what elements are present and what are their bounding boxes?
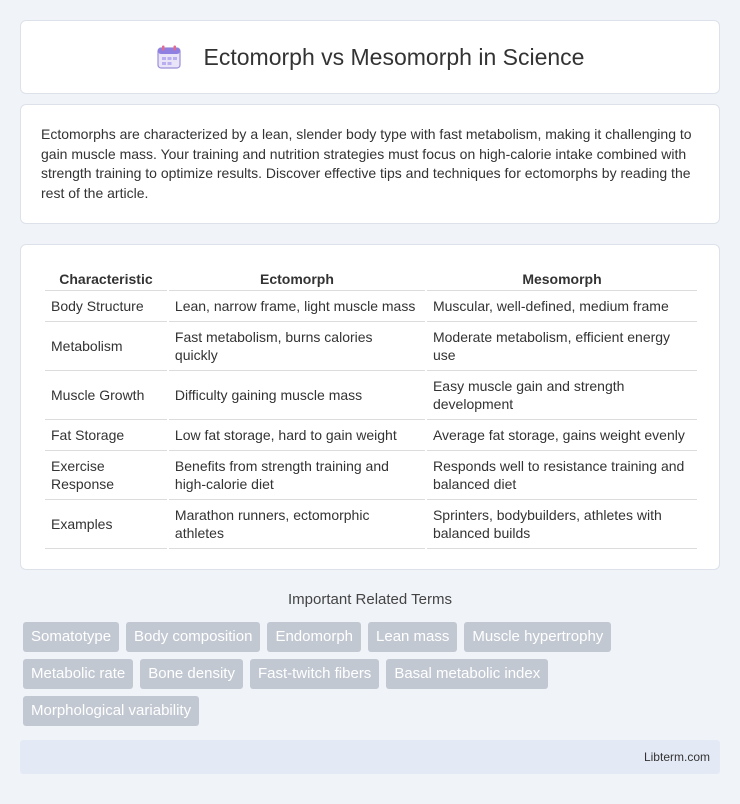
table-cell: Lean, narrow frame, light muscle mass: [169, 291, 425, 322]
table-cell: Fast metabolism, burns calories quickly: [169, 322, 425, 371]
table-cell: Low fat storage, hard to gain weight: [169, 420, 425, 451]
related-term-tag[interactable]: Muscle hypertrophy: [464, 622, 611, 652]
related-term-tag[interactable]: Basal metabolic index: [386, 659, 548, 689]
table-row: [45, 500, 697, 549]
related-term-tag[interactable]: Endomorph: [267, 622, 361, 652]
table-cell: Easy muscle gain and strength development: [427, 371, 697, 420]
comparison-table: [43, 265, 699, 549]
table-cell: Fat Storage: [45, 420, 167, 451]
related-terms-title: Important Related Terms: [288, 591, 452, 608]
comparison-table-card: [20, 244, 720, 570]
table-cell: Difficulty gaining muscle mass: [169, 371, 425, 420]
table-cell: Exercise Response: [45, 451, 167, 500]
related-term-tag[interactable]: Body composition: [126, 622, 260, 652]
related-term-tag[interactable]: Fast-twitch fibers: [250, 659, 379, 689]
header-card: [20, 20, 720, 94]
table-row: [45, 371, 697, 420]
table-cell: Marathon runners, ectomorphic athletes: [169, 500, 425, 549]
related-term-tag[interactable]: Lean mass: [368, 622, 457, 652]
footer: [20, 740, 720, 774]
related-term-tag[interactable]: Metabolic rate: [23, 659, 133, 689]
related-term-tag[interactable]: Bone density: [140, 659, 243, 689]
table-cell: Benefits from strength training and high-calorie diet: [169, 451, 425, 500]
table-cell: Sprinters, bodybuilders, athletes with balanced builds: [427, 500, 697, 549]
intro-card: [20, 104, 720, 224]
table-cell: Moderate metabolism, efficient energy use: [427, 322, 697, 371]
table-cell: Metabolism: [45, 322, 167, 371]
table-cell: Muscular, well-defined, medium frame: [427, 291, 697, 322]
related-terms-list: [23, 622, 723, 733]
table-row: [45, 291, 697, 322]
table-header: Characteristic: [45, 265, 167, 291]
table-cell: Average fat storage, gains weight evenly: [427, 420, 697, 451]
related-term-tag[interactable]: Somatotype: [23, 622, 119, 652]
table-header: Ectomorph: [169, 265, 425, 291]
table-header: Mesomorph: [427, 265, 697, 291]
table-row: [45, 322, 697, 371]
table-cell: Muscle Growth: [45, 371, 167, 420]
table-row: [45, 420, 697, 451]
table-cell: Examples: [45, 500, 167, 549]
table-row: [45, 451, 697, 500]
table-cell: Responds well to resistance training and balanced diet: [427, 451, 697, 500]
table-cell: Body Structure: [45, 291, 167, 322]
related-term-tag[interactable]: Morphological variability: [23, 696, 199, 726]
calendar-icon: [156, 44, 182, 70]
intro-text: Ectomorphs are characterized by a lean, slender body type with fast metabolism, making it challenging to gain muscle mass. Your training and nutrition strategies must focus on high-calorie intake combined with strength training to optimize results. Discover effective tips and techniques for ectomorphs by reading the rest of the article.: [41, 126, 692, 201]
page-title: Ectomorph vs Mesomorph in Science: [203, 43, 585, 70]
footer-link[interactable]: Libterm.com: [643, 750, 710, 764]
